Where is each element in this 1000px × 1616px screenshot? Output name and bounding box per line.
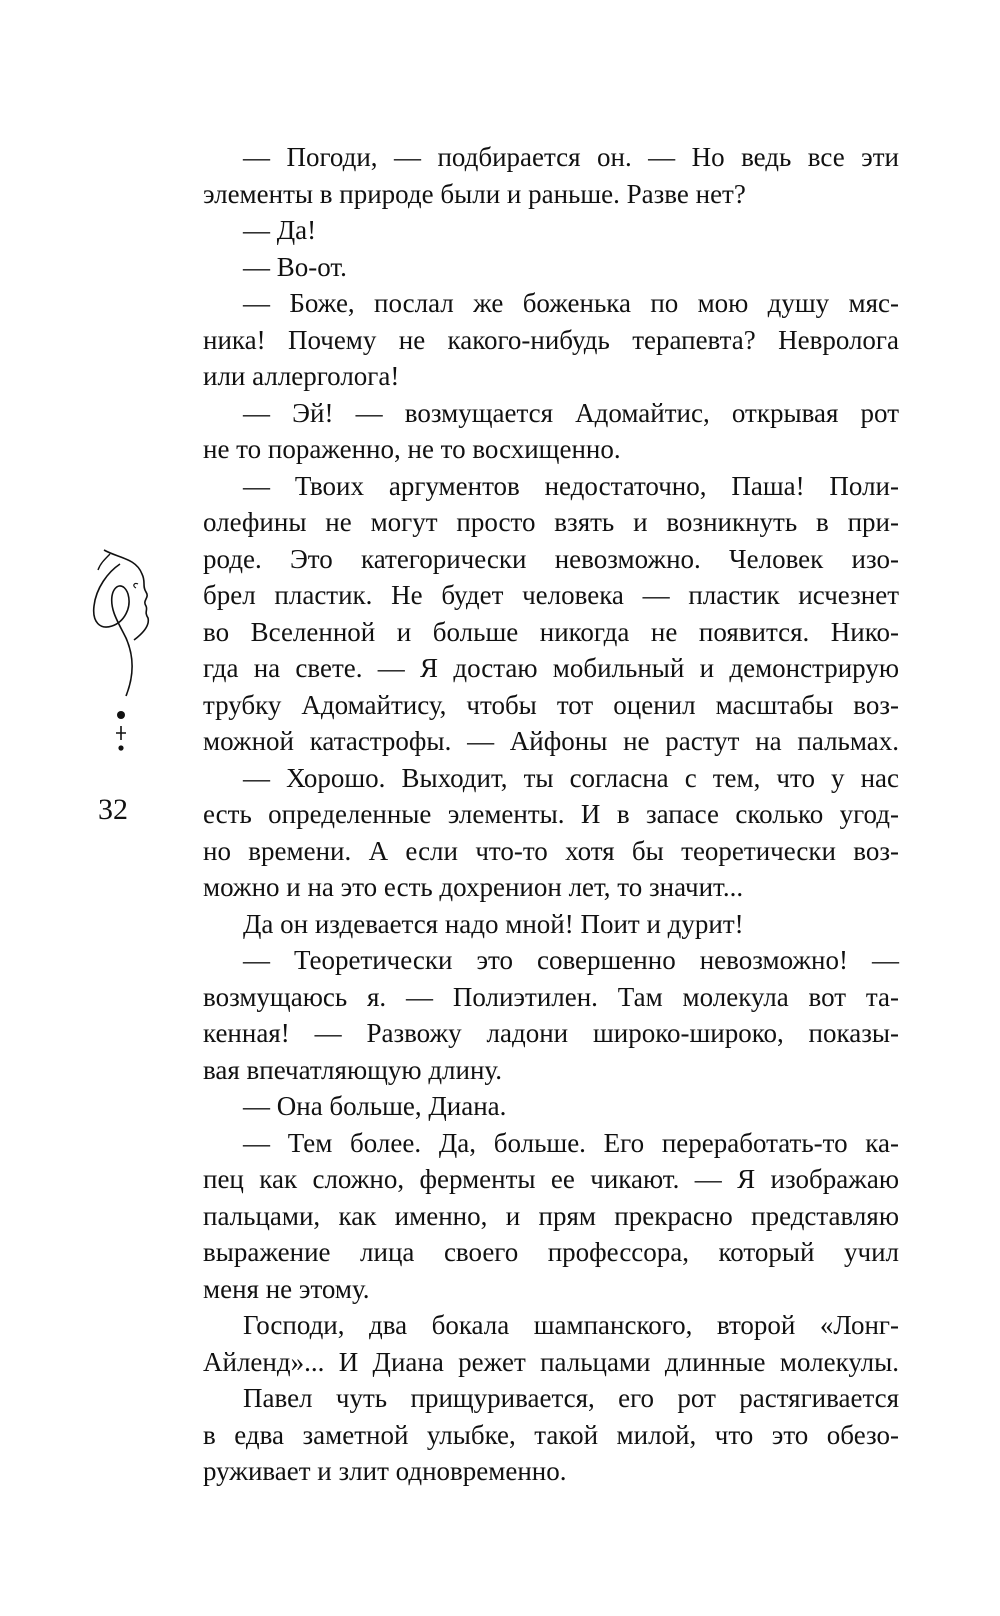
text-line: во Вселенной и больше никогда не появится. Нико- [203,616,899,647]
text-line: — Погоди, — подбирается он. — Но ведь все эти [243,142,899,172]
page-number: 32 [98,793,128,826]
text-line: — Да! [243,215,317,245]
text-line: — Теоретически это совершенно невозможно! — [243,945,899,975]
text-line: не то пораженно, не то восхищенно. [203,434,621,464]
text-line: — Во-от. [243,251,347,282]
dots-ornament-icon [108,710,134,760]
text-line: меня не этому. [203,1273,370,1304]
text-line: руживает и злит одновременно. [203,1456,567,1486]
text-line: — Эй! — возмущается Адомайтис, открывая рот [243,397,899,428]
text-line: возмущаюсь я. — Полиэтилен. Там молекула вот та- [203,981,899,1012]
text-line: можно и на это есть дохренион лет, то значит... [203,872,744,902]
text-line: в едва заметной улыбке, такой милой, что это обезо- [203,1419,899,1450]
text-line: кенная! — Развожу ладони широко-широко, показы- [203,1018,899,1048]
text-line: можной катастрофы. — Айфоны не растут на пальмах. [203,726,899,756]
face-profile-ornament-icon [90,548,170,698]
text-line: элементы в природе были и раньше. Разве нет? [203,178,746,209]
text-line: Айленд»... И Диана режет пальцами длинные молекулы. [203,1346,899,1377]
text-line: гда на свете. — Я достаю мобильный и демонстрирую [203,653,899,683]
text-line: брел пластик. Не будет человека — пластик исчезнет [203,580,899,610]
text-line: роде. Это категорически невозможно. Человек изо- [203,543,899,574]
text-line: вая впечатляющую длину. [203,1054,502,1085]
text-line: олефины не могут просто взять и возникнуть в при- [203,507,899,537]
text-line: ника! Почему не какого-нибудь терапевта? Невролога [203,324,899,355]
text-line: выражение лица своего профессора, который учил [203,1237,899,1267]
text-line: Павел чуть прищуривается, его рот растягивается [243,1383,899,1413]
text-line: или аллерголога! [203,361,400,391]
text-line: — Тем более. Да, больше. Его переработать-то ка- [243,1127,899,1158]
text-line: трубку Адомайтису, чтобы тот оценил масштабы воз- [203,689,899,720]
text-line: есть определенные элементы. И в запасе сколько угод- [203,799,899,829]
text-line: пец как сложно, ферменты ее чикают. — Я изображаю [203,1164,899,1194]
body-text [203,139,899,1490]
text-line: — Твоих аргументов недостаточно, Паша! Поли- [243,470,899,501]
text-line: — Хорошо. Выходит, ты согласна с тем, что у нас [243,762,899,793]
text-line: Господи, два бокала шампанского, второй «Лонг- [243,1310,899,1340]
text-line: но времени. А если что-то хотя бы теоретически воз- [203,835,899,866]
text-line: пальцами, как именно, и прям прекрасно представляю [203,1200,899,1231]
text-line: — Боже, послал же боженька по мою душу мяс- [243,288,899,318]
text-line: — Она больше, Диана. [243,1091,507,1121]
text-line: Да он издевается надо мной! Поит и дурит! [243,908,744,939]
